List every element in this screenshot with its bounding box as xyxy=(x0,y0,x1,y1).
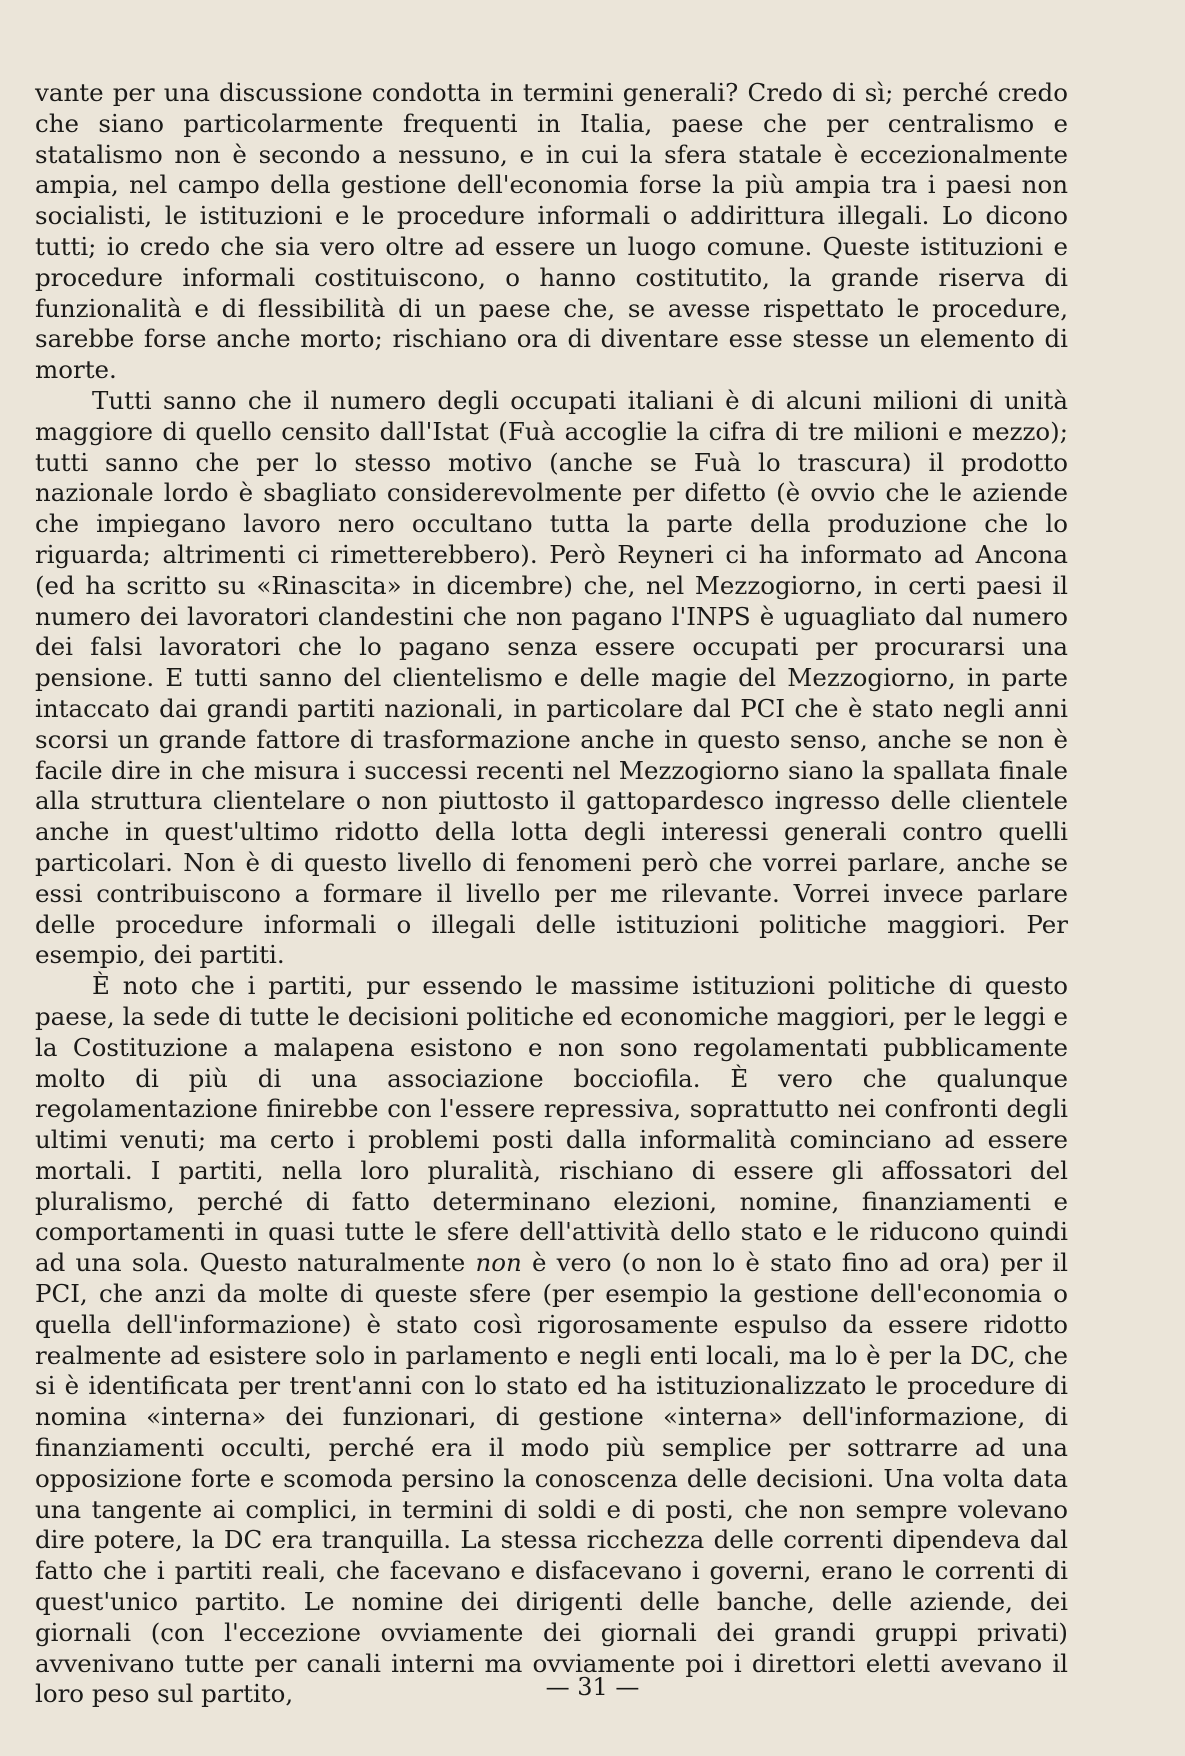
paragraph-partiti-text-after: è vero (o non lo è stato fino ad ora) per il PCI, che anzi da molte di queste sfere (per esempio la gestione dell'economia o quella dell'informazione) è stato così rigorosamente espulso da essere ridotto realmente ad esistere solo in parlamento e negli enti locali, ma lo è per la DC, che si è identificata per trent'anni con lo stato ed ha istituzionalizzato le procedure di nomina «interna» dei funzionari, di gestione «interna» dell'informazione, di finanziamenti occulti, perché era il modo più semplice per sottrarre ad una opposizione forte e scomoda persino la conoscenza delle decisioni. Una volta data una tangente ai complici, in termini di soldi e di posti, che non sempre volevano dire potere, la DC era tranquilla. La stessa ricchezza delle correnti dipendeva dal fatto che i partiti reali, che facevano e disfacevano i governi, erano le correnti di quest'unico partito. Le nomine dei dirigenti delle banche, delle aziende, dei giornali (con l'eccezione ovviamente dei giornali dei grandi gruppi privati) avvenivano tutte per canali interni ma ovviamente poi i direttori eletti avevano il loro peso sul partito, xyxy=(35,1248,1068,1709)
body-text xyxy=(35,78,1068,1710)
emphasis-non: non xyxy=(475,1248,522,1278)
paragraph-occupati: Tutti sanno che il numero degli occupati italiani è di alcuni milioni di unità maggiore di quello censito dall'Istat (Fuà accoglie la cifra di tre milioni e mezzo); tutti sanno che per lo stesso motivo (anche se Fuà lo trascura) il prodotto nazionale lordo è sbagliato considerevolmente per difetto (è ovvio che le aziende che impiegano lavoro nero occultano tutta la parte della produzione che lo riguarda; altrimenti ci rimetterebbero). Però Reyneri ci ha informato ad Ancona (ed ha scritto su «Rinascita» in dicembre) che, nel Mezzogiorno, in certi paesi il numero dei lavoratori clandestini che non pagano l'INPS è uguagliato dal numero dei falsi lavoratori che lo pagano senza essere occupati per procurarsi una pensione. E tutti sanno del clientelismo e delle magie del Mezzogiorno, in parte intaccato dai grandi partiti nazionali, in particolare dal PCI che è stato negli anni scorsi un grande fattore di trasformazione anche in questo senso, anche se non è facile dire in che misura i successi recenti nel Mezzogiorno siano la spallata finale alla struttura clientelare o non piuttosto il gattopardesco ingresso delle clientele anche in quest'ultimo ridotto della lotta degli interessi generali contro quelli particolari. Non è di questo livello di fenomeni però che vorrei parlare, anche se essi contribuiscono a formare il livello per me rilevante. Vorrei invece parlare delle procedure informali o illegali delle istituzioni politiche maggiori. Per esempio, dei partiti. xyxy=(35,385,1068,970)
page-number: — 31 — xyxy=(545,1673,640,1701)
paragraph-continuation: vante per una discussione condotta in termini generali? Credo di sì; perché credo che siano particolarmente frequenti in Italia, paese che per centralismo e statalismo non è secondo a nessuno, e in cui la sfera statale è eccezionalmente ampia, nel campo della gestione dell'economia forse la più ampia tra i paesi non socialisti, le istituzioni e le procedure informali o addirittura illegali. Lo dicono tutti; io credo che sia vero oltre ad essere un luogo comune. Queste istituzioni e procedure informali costituiscono, o hanno costitutito, la grande riserva di funzionalità e di flessibilità di un paese che, se avesse rispettato le procedure, sarebbe forse anche morto; rischiano ora di diventare esse stesse un elemento di morte. xyxy=(35,78,1068,385)
paragraph-partiti xyxy=(35,971,1068,1710)
paragraph-partiti-text-before: È noto che i partiti, pur essendo le massime istituzioni politiche di questo paese, la sede di tutte le decisioni politiche ed economiche maggiori, per le leggi e la Costituzione a malapena esistono e non sono regolamentati pubblicamente molto di più di una associazione bocciofila. È vero che qualunque regolamentazione finirebbe con l'essere repressiva, soprattutto nei confronti degli ultimi venuti; ma certo i problemi posti dalla informalità cominciano ad essere mortali. I partiti, nella loro pluralità, rischiano di essere gli affossatori del pluralismo, perché di fatto determinano elezioni, nomine, finanziamenti e comportamenti in quasi tutte le sfere dell'attività dello stato e le riducono quindi ad una sola. Questo naturalmente xyxy=(35,971,1068,1278)
